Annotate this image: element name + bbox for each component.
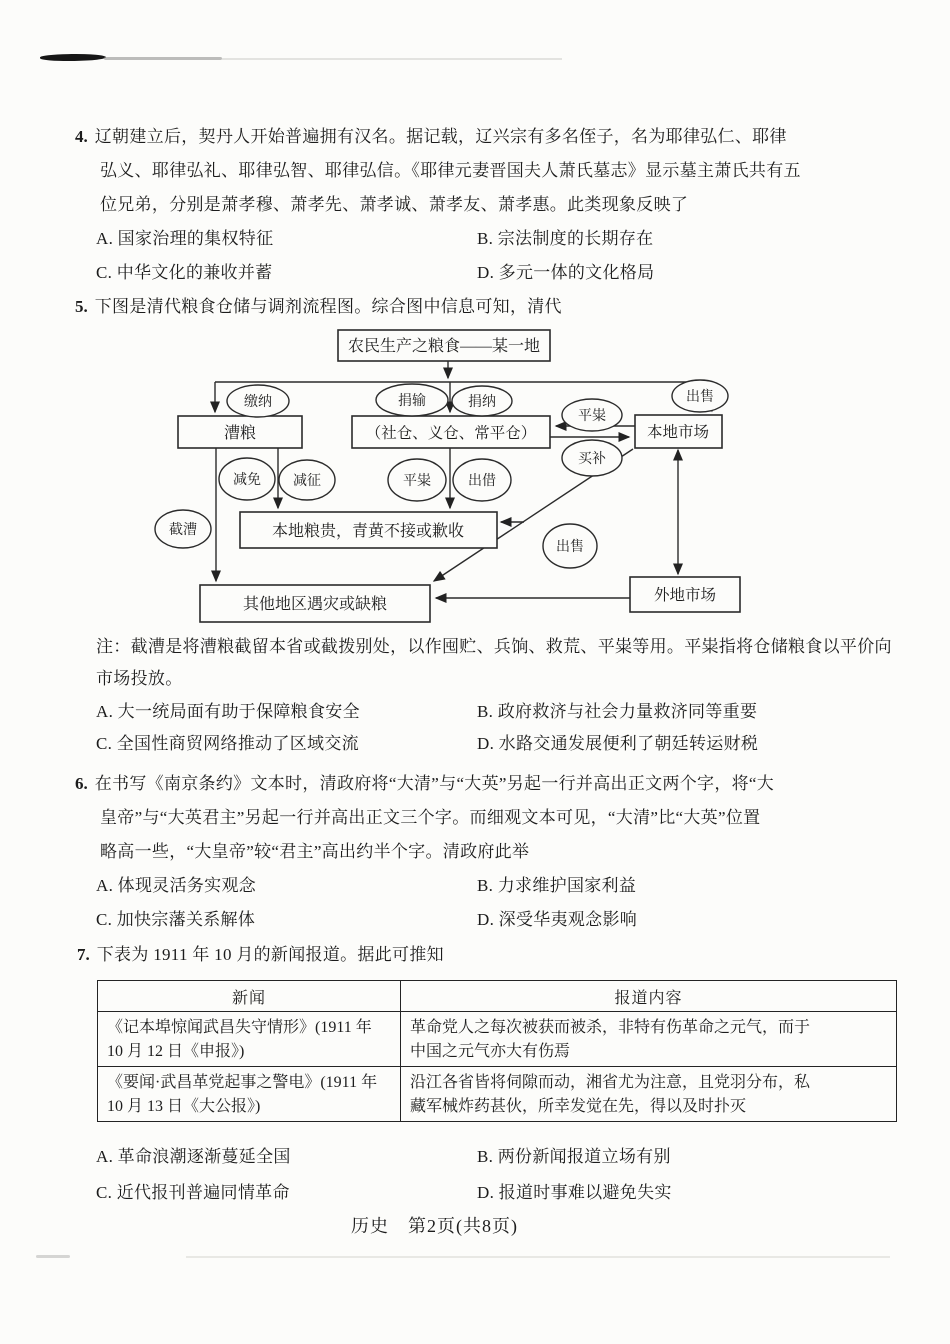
question-5-stem: 5. 下图是清代粮食仓储与调剂流程图。综合图中信息可知，清代 — [75, 297, 562, 316]
question-4-line-1: 4. 辽朝建立后，契丹人开始普遍拥有汉名。据记载，辽兴宗有多名侄子，名为耶律弘仁、耶律 — [75, 127, 787, 146]
question-6-option-b: B. 力求维护国家利益 — [477, 876, 637, 895]
ellipse-chushou-top-label: 出售 — [686, 390, 714, 405]
question-6-option-c: C. 加快宗藩关系解体 — [96, 910, 256, 929]
row2-news-cell — [98, 1067, 401, 1121]
question-7-option-b: B. 两份新闻报道立场有别 — [477, 1147, 671, 1166]
question-5-option-a: A. 大一统局面有助于保障粮食安全 — [96, 702, 360, 721]
question-6-option-a: A. 体现灵活务实观念 — [96, 876, 257, 895]
row2-news-line2: 10 月 13 日《大公报》) — [107, 1097, 261, 1115]
question-5-option-d: D. 水路交通发展便利了朝廷转运财税 — [477, 734, 759, 753]
box-farmer-grain-label: 农民生产之粮食——某一地 — [347, 338, 541, 355]
question-7-option-d: D. 报道时事难以避免失实 — [477, 1183, 672, 1202]
ellipse-chushou-mid-label: 出售 — [556, 540, 584, 555]
question-4-option-b: B. 宗法制度的长期存在 — [477, 229, 654, 248]
news-table-row-1 — [98, 1011, 896, 1066]
row2-content-line1: 沿江各省皆将伺隙而动，湘省尤为注意，且党羽分布，私 — [410, 1074, 811, 1091]
scan-line-top — [104, 57, 222, 60]
question-4-option-a: A. 国家治理的集权特征 — [96, 229, 274, 248]
page-footer: 历史 第2页(共8页) — [351, 1216, 518, 1236]
question-4-option-c: C. 中华文化的兼收并蓄 — [96, 263, 273, 282]
ellipse-pingtiao-top-label: 平粜 — [578, 409, 606, 424]
scan-line-top-faint — [222, 58, 562, 60]
question-6-option-d: D. 深受华夷观念影响 — [477, 910, 638, 929]
ellipse-jiaona-label: 缴纳 — [244, 395, 272, 410]
question-6-number: 6. — [75, 774, 88, 793]
question-7-number: 7. — [77, 945, 90, 964]
question-4-line-2: 弘义、耶律弘礼、耶律弘智、耶律弘信。《耶律元妻晋国夫人萧氏墓志》显示墓主萧氏共有五 — [100, 161, 801, 180]
q5-note-line-1: 注：截漕是将漕粮截留本省或截拨别处，以作囤贮、兵饷、救荒、平粜等用。平粜指将仓储粮食以平价向 — [96, 637, 892, 656]
row1-news-line1: 《记本埠惊闻武昌失守情形》(1911 年 — [107, 1019, 372, 1036]
question-6-line-1: 6. 在书写《南京条约》文本时，清政府将“大清”与“大英”另起一行并高出正文两个字，将“大 — [75, 774, 775, 793]
box-granaries-label: （社仓、义仓、常平仓） — [365, 425, 537, 442]
row2-content-cell — [401, 1067, 896, 1121]
news-table-header-news: 新闻 — [98, 981, 401, 1011]
news-table-row-2 — [98, 1066, 896, 1121]
ellipse-pingtiao-mid-label: 平粜 — [403, 474, 431, 489]
question-7-stem: 7. 下表为 1911 年 10 月的新闻报道。据此可推知 — [77, 945, 444, 964]
ellipse-jiecao-label: 截漕 — [169, 523, 197, 538]
scan-line-bottom — [186, 1256, 890, 1258]
ellipse-maibu-label: 买补 — [578, 452, 606, 467]
scan-smudge-top — [40, 54, 106, 62]
ellipse-chujie-label: 出借 — [468, 474, 496, 489]
q5-note-line-2: 市场投放。 — [96, 669, 183, 688]
scan-smudge-bottom — [36, 1255, 70, 1258]
row2-content-line2: 藏军械炸药甚伙，所幸发觉在先，得以及时扑灭 — [410, 1097, 747, 1115]
question-5-number: 5. — [75, 297, 88, 316]
box-local-market-label: 本地市场 — [646, 424, 710, 441]
question-7-option-a: A. 革命浪潮逐渐蔓延全国 — [96, 1147, 291, 1166]
question-4-line-3: 位兄弟，分别是萧孝穆、萧孝先、萧孝诚、萧孝友、萧孝惠。此类现象反映了 — [100, 195, 689, 214]
question-4-number: 4. — [75, 127, 88, 146]
row1-news-cell — [98, 1012, 401, 1066]
ellipse-juanshu-label: 捐输 — [398, 394, 426, 409]
question-5-option-b: B. 政府救济与社会力量救济同等重要 — [477, 702, 758, 721]
grain-flowchart — [145, 325, 765, 635]
box-grain-expensive-label: 本地粮贵，青黄不接或歉收 — [271, 523, 465, 540]
question-4-option-d: D. 多元一体的文化格局 — [477, 263, 655, 282]
news-table-header-content: 报道内容 — [614, 989, 683, 1007]
row1-content-line2: 中国之元气亦大有伤焉 — [410, 1042, 571, 1060]
question-6-line-3: 略高一些，“大皇帝”较“君主”高出约半个字。清政府此举 — [100, 842, 530, 861]
row2-news-line1: 《要闻·武昌革党起事之警电》(1911 年 — [107, 1074, 378, 1091]
ellipse-jianzheng-label: 减征 — [293, 474, 321, 489]
question-5-option-c: C. 全国性商贸网络推动了区域交流 — [96, 734, 359, 753]
row1-content-cell — [401, 1012, 896, 1066]
row1-content-line1: 革命党人之每次被获而被杀，非特有伤革命之元气，而于 — [410, 1019, 811, 1036]
ellipse-juanna-label: 捐纳 — [468, 395, 496, 410]
row1-news-line2: 10 月 12 日《申报》) — [107, 1042, 245, 1060]
news-table — [97, 980, 897, 1122]
news-table-header-row — [98, 981, 896, 1011]
box-outer-market-label: 外地市场 — [653, 587, 717, 604]
box-other-regions-label: 其他地区遇灾或缺粮 — [242, 596, 388, 613]
question-7-option-c: C. 近代报刊普遍同情革命 — [96, 1183, 290, 1202]
box-caoliang-label: 漕粮 — [223, 425, 257, 442]
ellipse-jianmian-label: 减免 — [233, 473, 261, 488]
question-6-line-2: 皇帝”与“大英君主”另起一行并高出正文三个字。而细观文本可见，“大清”比“大英”位置 — [100, 808, 761, 827]
